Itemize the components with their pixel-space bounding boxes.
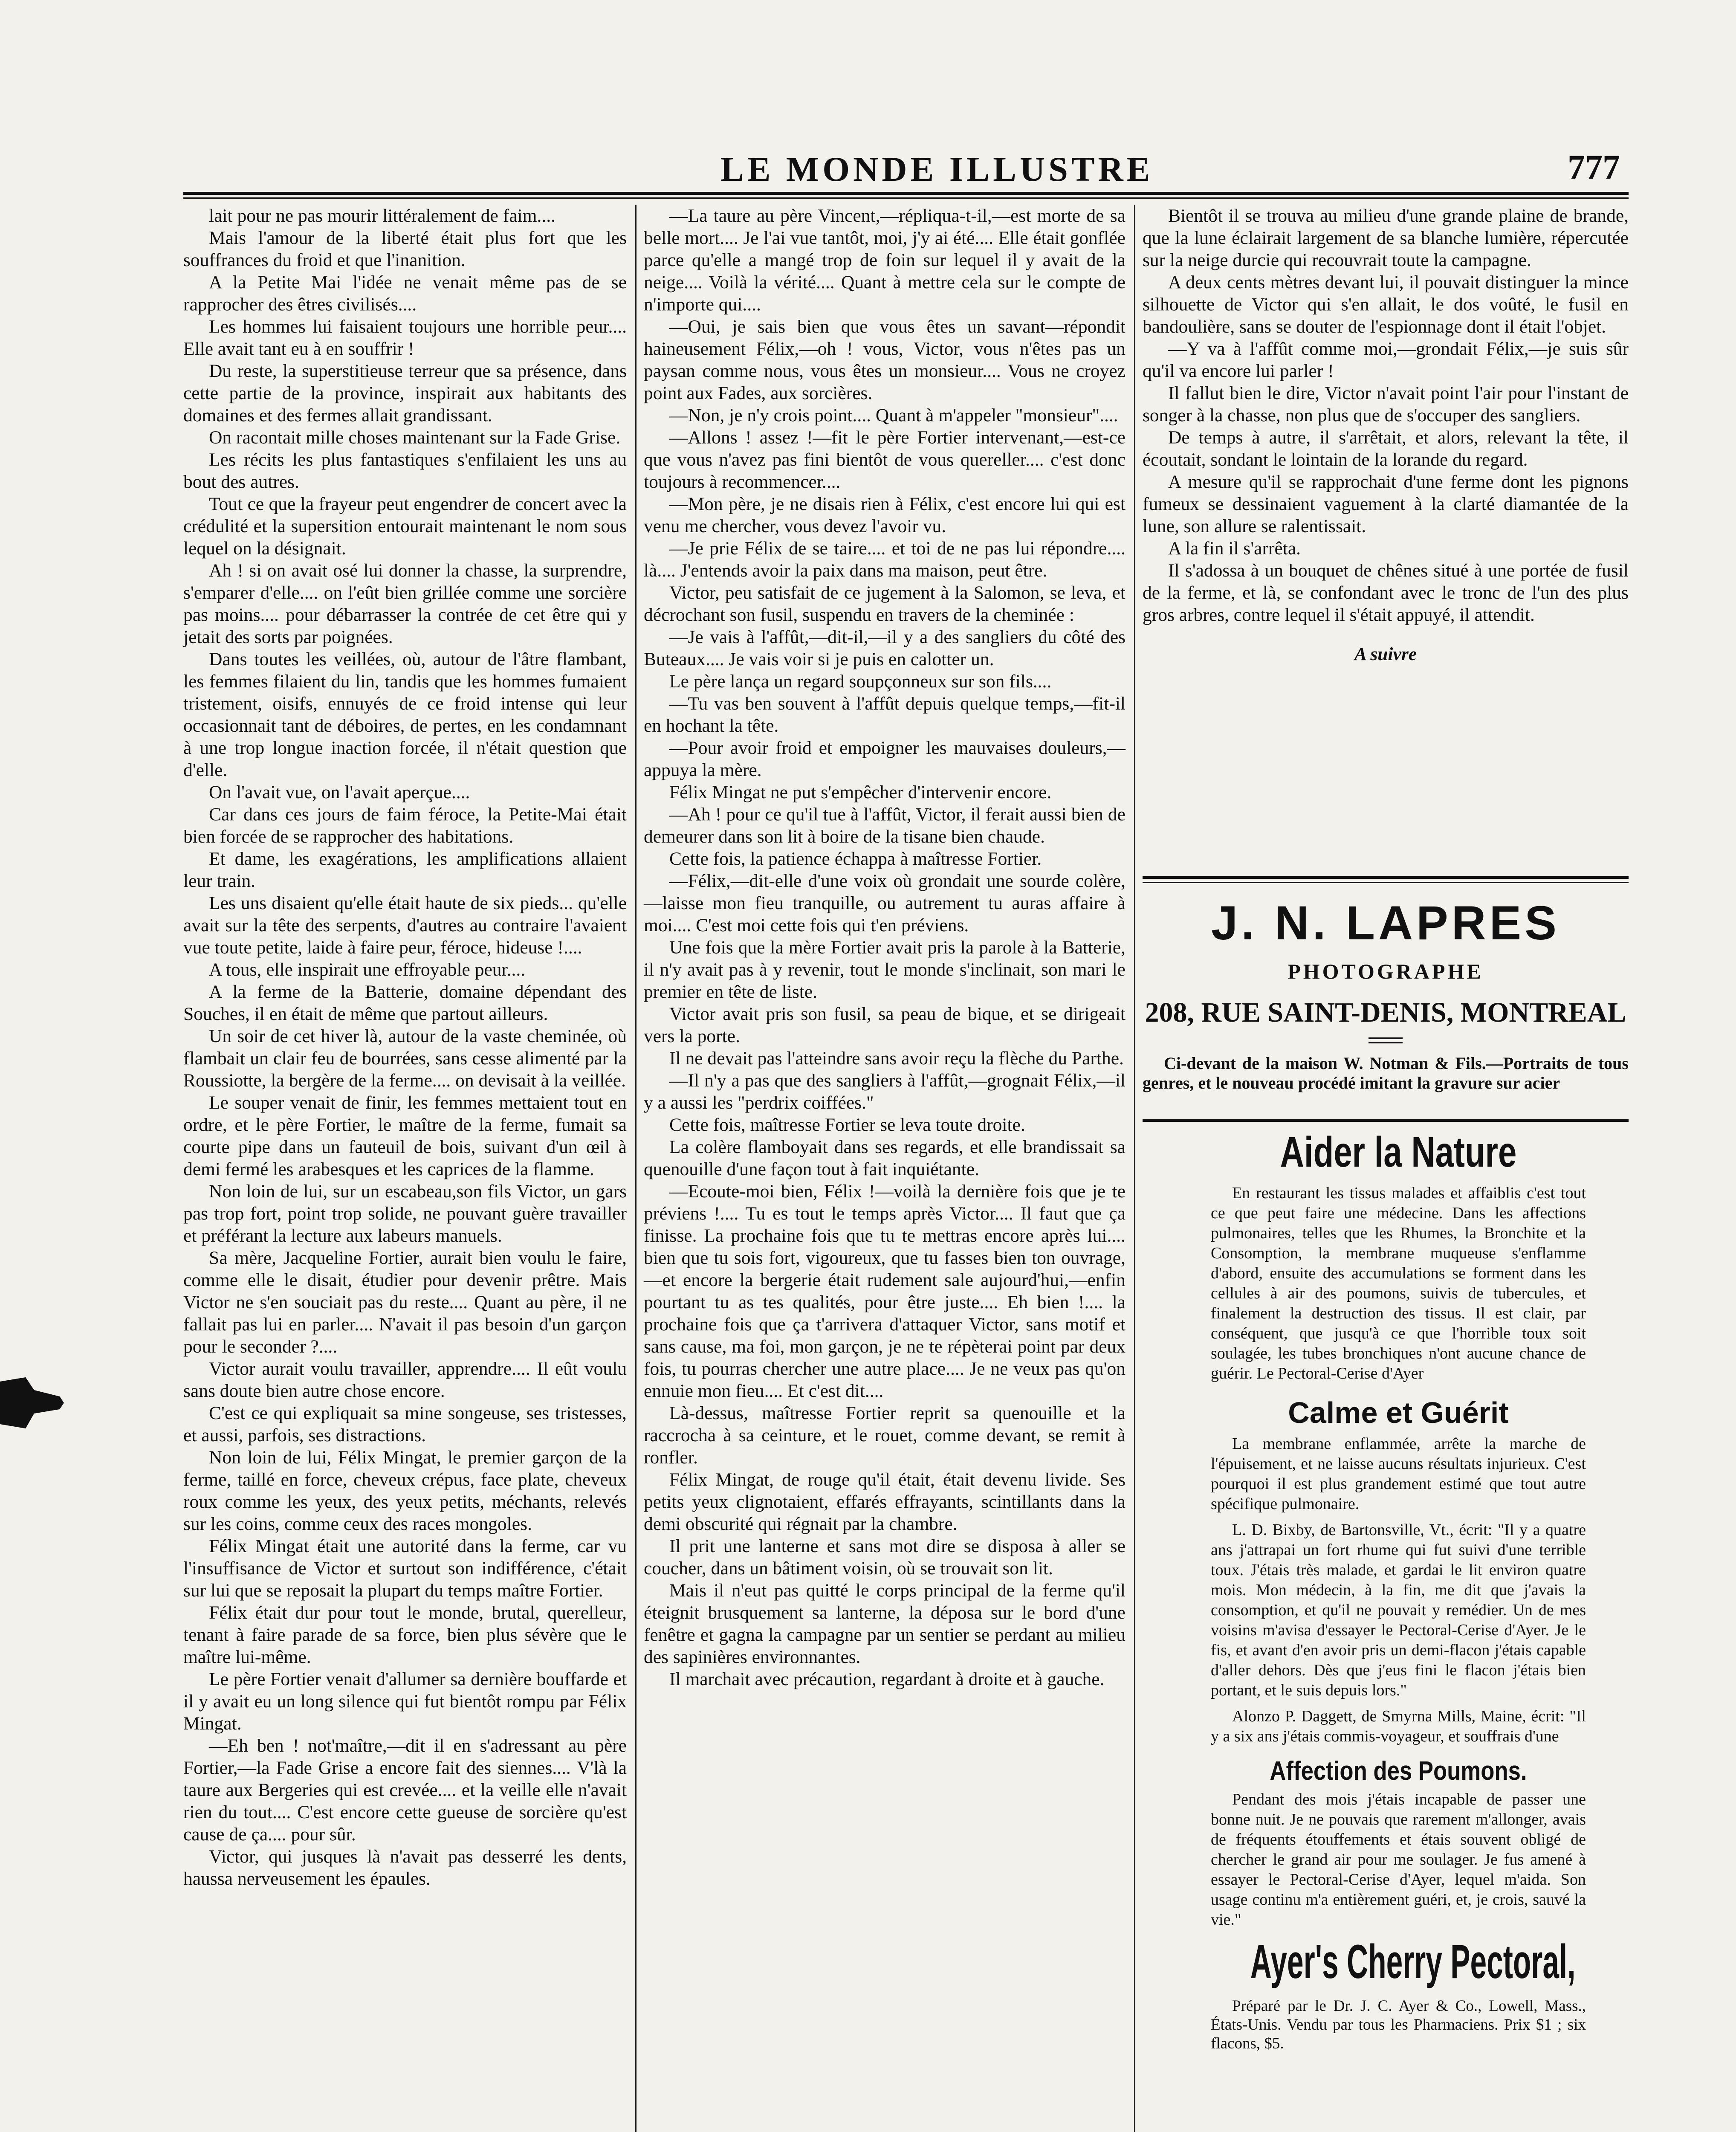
article-paragraph: Cette fois, la patience échappa à maîtresse Fortier. <box>669 849 1042 869</box>
text-column-3 <box>1143 205 1629 665</box>
article-paragraph: Mais l'amour de la liberté était plus fort que les souffrances du froid et que l'inanition. <box>183 228 627 270</box>
article-paragraph: A deux cents mètres devant lui, il pouvait distinguer la mince silhouette de Victor qui s'en allait, le dos voûté, le fusil en bandoulière, sans se douter de l'espionnage dont il était l'objet. <box>1143 272 1629 337</box>
article-paragraph: Il ne devait pas l'atteindre sans avoir reçu la flèche du Parthe. <box>669 1048 1124 1069</box>
text-column-2 <box>644 205 1126 1690</box>
product-name: Ayer's Cherry Pectoral, <box>1250 1935 1576 1988</box>
article-paragraph: —Il n'y a pas que des sangliers à l'affût,—grognait Félix,—il y a aussi les "perdrix coiffées." <box>644 1070 1126 1113</box>
ayer-advertisement <box>1211 1128 1586 2053</box>
column-divider <box>1134 205 1135 2132</box>
article-paragraph: Victor avait pris son fusil, sa peau de bique, et se dirigeait vers la porte. <box>644 1004 1126 1046</box>
text-column-1 <box>183 205 627 1890</box>
ayer-calme-block <box>1211 1434 1586 1747</box>
article-paragraph: Car dans ces jours de faim féroce, la Petite-Mai était bien forcée de se rapprocher des habitations. <box>183 804 627 847</box>
short-rule <box>1369 1037 1403 1039</box>
short-rule <box>1369 1042 1403 1043</box>
article-paragraph: —Félix,—dit-elle d'une voix où grondait une sourde colère,—laisse mon fieu tranquille, ou autrement tu auras affaire à moi.... C'est moi cette fois qui t'en préviens. <box>644 871 1126 936</box>
article-paragraph: Il fallut bien le dire, Victor n'avait point l'air pour l'instant de songer à la chasse, non plus que de s'occuper des sangliers. <box>1143 383 1629 426</box>
article-paragraph: —Pour avoir froid et empoigner les mauvaises douleurs,—appuya la mère. <box>644 738 1126 780</box>
lapres-address: 208, RUE SAINT-DENIS, MONTREAL <box>1145 997 1626 1028</box>
article-paragraph: A la fin il s'arrêta. <box>1168 538 1301 559</box>
header-rule <box>183 192 1629 195</box>
article-paragraph: Il marchait avec précaution, regardant à droite et à gauche. <box>669 1669 1105 1689</box>
article-paragraph: —Mon père, je ne disais rien à Félix, c'est encore lui qui est venu me chercher, vous devez l'avoir vu. <box>644 494 1126 536</box>
article-paragraph: Ah ! si on avait osé lui donner la chasse, la surprendre, s'emparer d'elle.... on l'eût bien grillée comme une sorcière pas moins.... pour débarrasser la contrée de cet être qui y jetait des sorts par poignées. <box>183 560 627 647</box>
article-paragraph: —Ah ! pour ce qu'il tue à l'affût, Victor, il ferait aussi bien de demeurer dans son lit à boire de la tisane bien chaude. <box>644 804 1126 847</box>
ayer-intro-block <box>1211 1183 1586 1384</box>
ad-rule <box>1143 1119 1629 1122</box>
affection-text: Pendant des mois j'étais incapable de passer une bonne nuit. Je ne pouvais que rarement m'allonger, avais de fréquents étouffements et étais souvent obligé de chercher le grand air pour me soulager. Je fus amené à essayer le Pectoral-Cerise d'Ayer, lequel m'aida. Son usage continu m'a entièrement guéri, et, je crois, sauvé la vie." <box>1211 1790 1586 1929</box>
article-paragraph: Les uns disaient qu'elle était haute de six pieds... qu'elle avait sur la tête des serpents, d'autres au contraire l'avaient vue toute petite, laide à faire peur, féroce, hideuse !.... <box>183 893 627 958</box>
article-paragraph: A tous, elle inspirait une effroyable peur.... <box>209 959 526 980</box>
lapres-profession: PHOTOGRAPHE <box>1288 959 1484 983</box>
article-paragraph: Et dame, les exagérations, les amplifications allaient leur train. <box>183 849 627 891</box>
article-paragraph: Il prit une lanterne et sans mot dire se disposa à aller se coucher, dans un bâtiment voisin, où se trouvait son lit. <box>644 1536 1126 1579</box>
page-header <box>98 149 1624 196</box>
header-rule-thin <box>183 197 1629 199</box>
article-paragraph: Du reste, la superstitieuse terreur que sa présence, dans cette partie de la province, inspirait aux habitants des domaines et des fermes allait grandissant. <box>183 361 627 426</box>
article-paragraph: Le père Fortier venait d'allumer sa dernière bouffarde et il y avait eu un long silence qui fut bientôt rompu par Félix Mingat. <box>183 1669 627 1734</box>
masthead-title: LE MONDE ILLUSTRE <box>720 150 1154 188</box>
article-paragraph: Mais il n'eut pas quitté le corps principal de la ferme qu'il éteignit brusquement sa lanterne, la déposa sur le bord d'une fenêtre et gagna la campagne par un sentier se perdant au milieu des sapinières environnantes. <box>644 1580 1126 1667</box>
ayer-footer: Préparé par le Dr. J. C. Ayer & Co., Lowell, Mass., États-Unis. Vendu par tous les Pharmaciens. Prix $1 ; six flacons, $5. <box>1211 1997 1586 2052</box>
article-paragraph: Une fois que la mère Fortier avait pris la parole à la Batterie, il n'y avait pas à y revenir, tout le monde s'inclinait, son mari le premier en tête de liste. <box>644 937 1126 1002</box>
page-number: 777 <box>1568 148 1620 186</box>
article-paragraph: Non loin de lui, sur un escabeau,son fils Victor, un gars pas trop fort, point trop solide, ne pouvant guère travailler et préférant la lecture aux labeurs manuels. <box>183 1181 627 1246</box>
article-paragraph: A la Petite Mai l'idée ne venait même pas de se rapprocher des êtres civilisés.... <box>183 272 627 315</box>
article-paragraph: Là-dessus, maîtresse Fortier reprit sa quenouille et la raccrocha à sa ceinture, et le rouet, comme devant, se remit à ronfler. <box>644 1403 1126 1468</box>
ayer-intro: En restaurant les tissus malades et affaiblis c'est tout ce que peut faire une médecine. Dans les affections pulmonaires, telles que les Rhumes, la Bronchite et la Consomption, la membrane muqueuse s'enflamme d'abord, ensuite des accumulations se forment dans les cellules à air des poumons, suivis de tubercules, et finalement la destruction des tissus. Il est clair, par conséquent, que jusqu'à ce que l'horrible toux soit soulagée, les tubes bronchiques n'ont aucune chance de guérir. Le Pectoral-Cerise d'Ayer <box>1211 1184 1586 1382</box>
article-paragraph: De temps à autre, il s'arrêtait, et alors, relevant la tête, il écoutait, sondant le lointain de la lorande du regard. <box>1143 427 1629 470</box>
testimonial-bixby: L. D. Bixby, de Bartonsville, Vt., écrit: "Il y a quatre ans j'attrapai un fort rhume qui fut suivi d'une terrible toux. J'étais très malade, et gardai le lit environ quatre mois. Mon médecin, à la fin, me dit que j'avais la consomption, et qu'il ne pouvait y remédier. Un de mes voisins m'avisa d'essayer le Pectoral-Cerise d'Ayer. Je le fis, et avant d'en avoir pris un demi-flacon j'étais capable d'aller dehors. Dès que j'eus fini le flacon j'étais bien portant, et le suis depuis lors." <box>1211 1521 1586 1699</box>
lapres-note: Ci-devant de la maison W. Notman & Fils.—Portraits de tous genres, et le nouveau procédé imitant la gravure sur acier <box>1143 1054 1629 1092</box>
article-paragraph: —Tu vas ben souvent à l'affût depuis quelque temps,—fit-il en hochant la tête. <box>644 693 1126 736</box>
article-paragraph: Le père lança un regard soupçonneux sur son fils.... <box>669 671 1052 692</box>
ad-rule <box>1143 876 1629 879</box>
article-paragraph: Dans toutes les veillées, où, autour de l'âtre flambant, les femmes filaient du lin, tandis que les hommes fumaient tristement, oisifs, ennuyés de ce froid intense qui leur occasionnait tant de déboires, de pertes, en les condamnant à une trop longue inaction forcée, il n'était question que d'elle. <box>183 649 627 780</box>
article-paragraph: On racontait mille choses maintenant sur la Fade Grise. <box>209 427 621 448</box>
article-paragraph: Les récits les plus fantastiques s'enfilaient les uns au bout des autres. <box>183 449 627 492</box>
lapres-name: J. N. LAPRES <box>1211 896 1560 950</box>
article-paragraph: Tout ce que la frayeur peut engendrer de concert avec la crédulité et la supersition entourait maintenant le nom sous lequel on la désignait. <box>183 494 627 559</box>
ad-rule-thin <box>1143 882 1629 883</box>
article-paragraph: Félix Mingat ne put s'empêcher d'intervenir encore. <box>669 782 1052 802</box>
article-paragraph: Le souper venait de finir, les femmes mettaient tout en ordre, et le père Fortier, le maître de la ferme, fumait sa courte pipe dans un fauteuil de bois, suivant d'un œil à demi fermé les arabesques et les caprices de la flamme. <box>183 1092 627 1179</box>
to-be-continued: A suivre <box>1354 644 1417 664</box>
article-paragraph: Cette fois, maîtresse Fortier se leva toute droite. <box>669 1115 1025 1135</box>
article-paragraph: —Ecoute-moi bien, Félix !—voilà la dernière fois que je te préviens !.... Tu es tout le temps après Victor.... Il faut que ça finisse. La prochaine fois que tu te mettras encore après lui.... bien que tu sois fort, vigoureux, que tu fasses bien ton ouvrage,—et encore la bergerie était rudement sale aujourd'hui,—enfin pourtant tu as tes qualités, pour être juste.... Eh bien !.... la prochaine fois que ça t'arrivera d'attaquer Victor, sans motif et sans cause, ma foi, mon garçon, je ne te répèterai point par deux fois, tu pourras chercher une autre place.... Je ne veux pas qu'on ennuie mon fieu.... Et c'est dit.... <box>644 1181 1126 1401</box>
article-paragraph: —Y va à l'affût comme moi,—grondait Félix,—je suis sûr qu'il va encore lui parler ! <box>1143 339 1629 381</box>
article-paragraph: —La taure au père Vincent,—répliqua-t-il,—est morte de sa belle mort.... Je l'ai vue tantôt, moi, j'y ai été.... Elle était gonflée parce qu'elle a mangé trop de foin sur lequel il y avait de la neige.... Voilà la vérité.... Quant à mettre cela sur le compte de n'importe qui.... <box>644 206 1126 315</box>
article-paragraph: A mesure qu'il se rapprochait d'une ferme dont les pignons fumeux se dessinaient vaguement à la clarté diamantée de la lune, son allure se ralentissait. <box>1143 472 1629 536</box>
ink-blot-mark <box>0 1373 64 1433</box>
ayer-affection-block <box>1211 1790 1586 1930</box>
article-paragraph: —Oui, je sais bien que vous êtes un savant—répondit haineusement Félix,—oh ! vous, Victor, vous n'êtes pas un paysan comme nous, vous êtes un monsieur.... Vous ne croyez point aux Fades, aux sorcières. <box>644 316 1126 403</box>
affection-heading: Affection des Poumons. <box>1270 1756 1527 1786</box>
article-paragraph: C'est ce qui expliquait sa mine songeuse, ses tristesses, et aussi, parfois, ses distractions. <box>183 1403 627 1445</box>
article-paragraph: Non loin de lui, Félix Mingat, le premier garçon de la ferme, taillé en force, cheveux crépus, face plate, cheveux roux comme les yeux, des yeux petits, méchants, relevés sur les coins, comme ceux des races mongoles. <box>183 1447 627 1534</box>
calme-text: La membrane enflammée, arrête la marche de l'épuisement, et ne laisse aucuns résultats injurieux. C'est pourquoi il est plus grandement estimé que tout autre spécifique pulmonaire. <box>1211 1435 1586 1513</box>
article-paragraph: Il s'adossa à un bouquet de chênes situé à une portée de fusil de la ferme, et là, se confondant avec le tronc de l'un des plus gros arbres, contre lequel il s'était appuyé, il attendit. <box>1143 560 1629 625</box>
ayer-headline: Aider la Nature <box>1280 1128 1517 1176</box>
article-paragraph: Victor aurait voulu travailler, apprendre.... Il eût voulu sans doute bien autre chose encore. <box>183 1359 627 1401</box>
testimonial-daggett: Alonzo P. Daggett, de Smyrna Mills, Maine, écrit: "Il y a six ans j'étais commis-voyageur, et souffrais d'une <box>1211 1707 1586 1745</box>
article-paragraph: —Non, je n'y crois point.... Quant à m'appeler "monsieur".... <box>669 405 1118 426</box>
article-paragraph: Félix était dur pour tout le monde, brutal, querelleur, tenant à faire parade de sa force, bien plus sévère que le maître lui-même. <box>183 1602 627 1667</box>
article-paragraph: Victor, peu satisfait de ce jugement à la Salomon, se leva, et décrochant son fusil, suspendu en travers de la cheminée : <box>644 582 1126 625</box>
article-paragraph: Les hommes lui faisaient toujours une horrible peur.... Elle avait tant eu à en souffrir ! <box>183 316 627 359</box>
article-paragraph: Félix Mingat était une autorité dans la ferme, car vu l'insuffisance de Victor et surtout son indifférence, c'était sur lui que se reposait la plupart du temps maître Fortier. <box>183 1536 627 1601</box>
lapres-advertisement <box>1143 895 1629 1093</box>
article-paragraph: Un soir de cet hiver là, autour de la vaste cheminée, où flambait un clair feu de bourrées, sans cesse alimenté par la Roussiotte, la bergère de la ferme.... on devisait à la veillée. <box>183 1026 627 1091</box>
article-paragraph: lait pour ne pas mourir littéralement de faim.... <box>209 206 556 226</box>
article-paragraph: —Eh ben ! not'maître,—dit il en s'adressant au père Fortier,—la Fade Grise a encore fait des siennes.... V'là la taure aux Bergeries qui est crevée.... et la veille elle n'avait rien du tout.... C'est encore cette gueuse de sorcière qu'est cause de ça.... pour sûr. <box>183 1735 627 1845</box>
article-paragraph: Sa mère, Jacqueline Fortier, aurait bien voulu le faire, comme elle le disait, étudier pour devenir prêtre. Mais Victor ne s'en souciait pas du reste.... Quant au père, il ne fallait pas lui en parler.... N'avait il pas besoin d'un garçon pour le seconder ?.... <box>183 1248 627 1357</box>
article-paragraph: —Allons ! assez !—fit le père Fortier intervenant,—est-ce que vous n'avez pas fini bientôt de vous quereller.... c'est donc toujours à recommencer.... <box>644 427 1126 492</box>
article-paragraph: Félix Mingat, de rouge qu'il était, était devenu livide. Ses petits yeux clignotaient, effarés effrayants, scintillants dans la demi obscurité qui régnait par la chambre. <box>644 1469 1126 1534</box>
article-paragraph: Victor, qui jusques là n'avait pas desserré les dents, haussa nerveusement les épaules. <box>183 1846 627 1889</box>
article-paragraph: A la ferme de la Batterie, domaine dépendant des Souches, il en était de même que partout ailleurs. <box>183 982 627 1024</box>
article-paragraph: La colère flamboyait dans ses regards, et elle brandissait sa quenouille d'une façon tout à fait inquiétante. <box>644 1137 1126 1179</box>
calme-heading: Calme et Guérit <box>1288 1396 1509 1429</box>
article-paragraph: —Je prie Félix de se taire.... et toi de ne pas lui répondre.... là.... J'entends avoir la paix dans ma maison, peut être. <box>644 538 1126 581</box>
column-divider <box>635 205 637 2132</box>
article-paragraph: Bientôt il se trouva au milieu d'une grande plaine de brande, que la lune éclairait largement de sa blanche lumière, répercutée sur la neige durcie qui recouvrait toute la campagne. <box>1143 206 1629 270</box>
article-paragraph: —Je vais à l'affût,—dit-il,—il y a des sangliers du côté des Buteaux.... Je vais voir si je puis en calotter un. <box>644 627 1126 669</box>
article-paragraph: On l'avait vue, on l'avait aperçue.... <box>209 782 470 802</box>
